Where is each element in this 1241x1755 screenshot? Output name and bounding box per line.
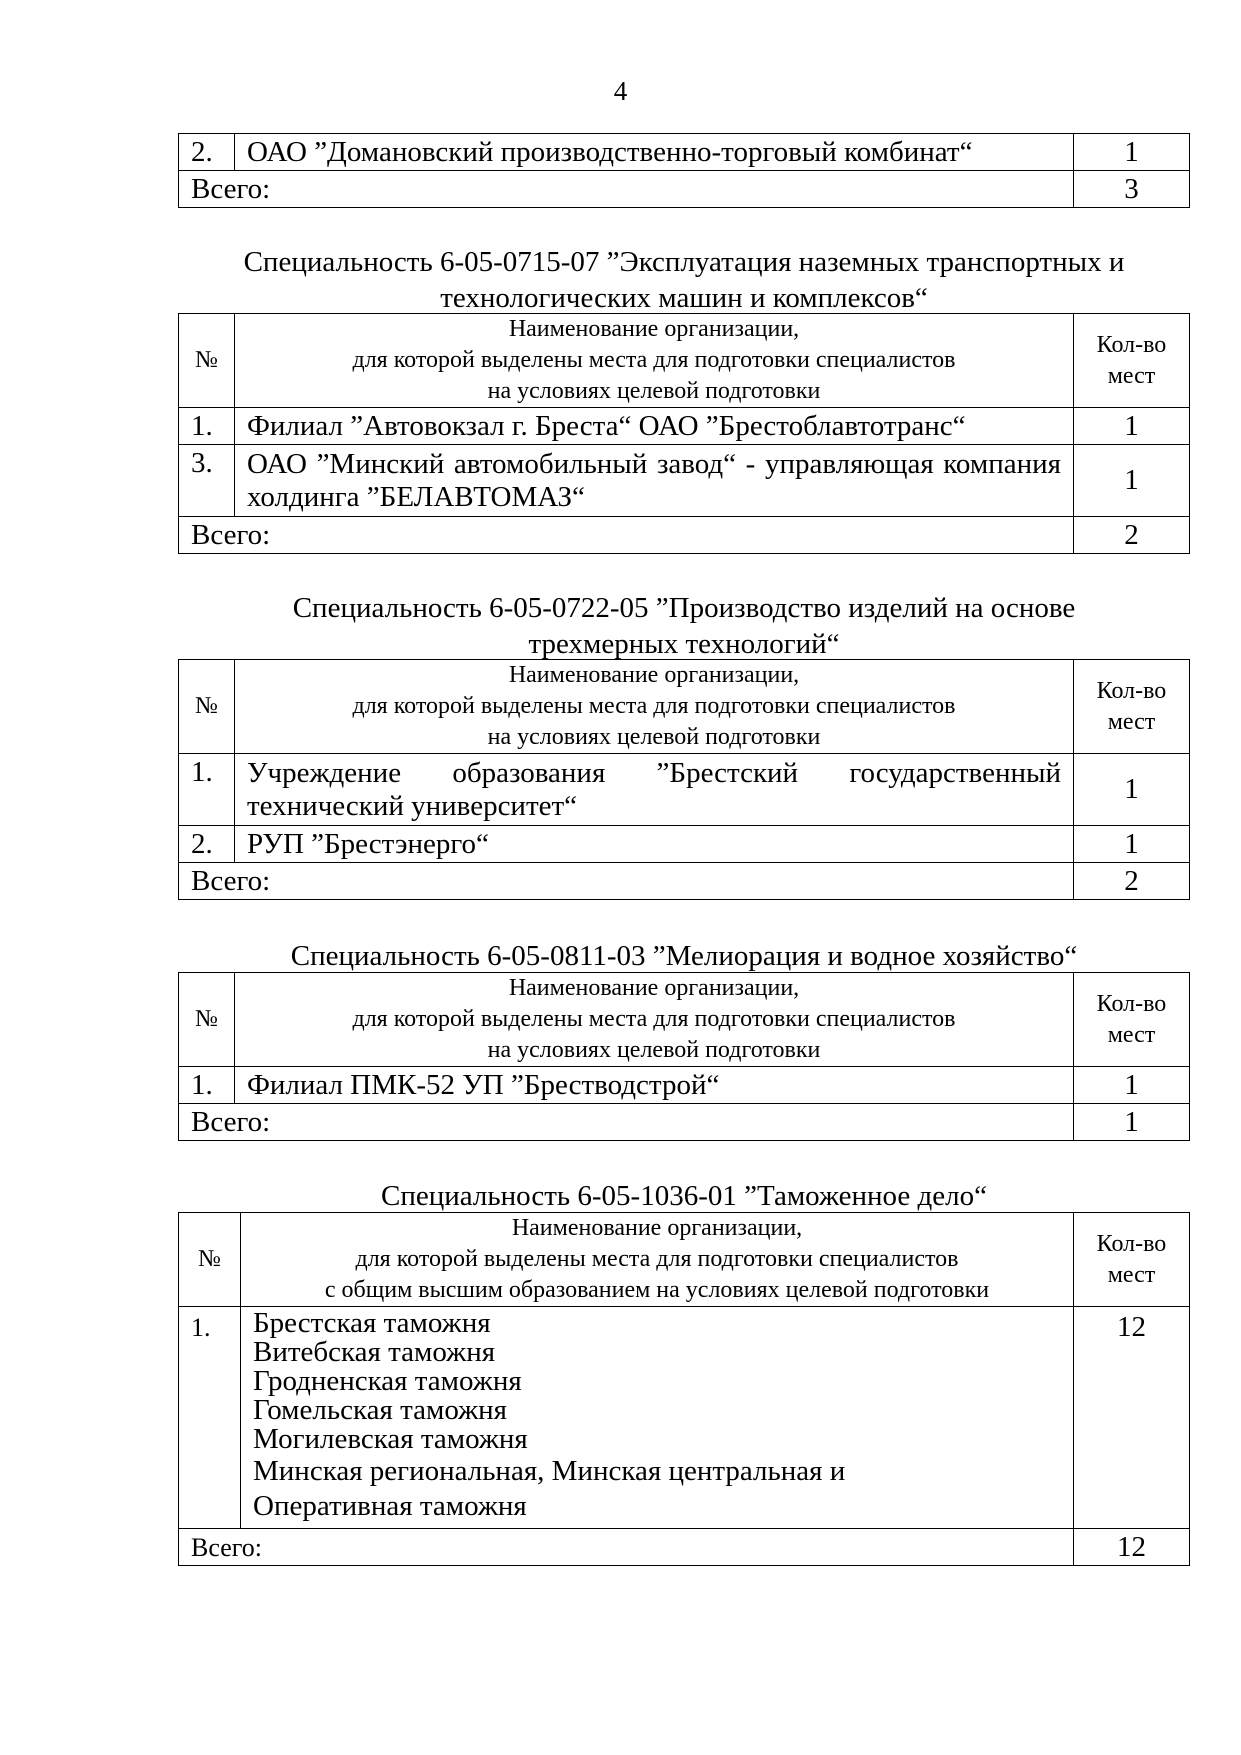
caption-line: Специальность 6-05-0811-03 ”Мелиорация и водное хозяйство“ [290,940,1078,972]
section-caption [178,1178,1190,1214]
header-line: мест [1107,362,1156,389]
table-header [179,973,1190,1067]
header-count [1074,314,1190,408]
list-item: Гродненская таможня [253,1365,522,1397]
list-item: Витебская таможня [253,1336,496,1368]
table-row [179,754,1190,826]
header-line: для которой выделены места для подготовки специалистов [355,1246,959,1272]
header-line: Кол-во [1096,331,1167,358]
header-organization [235,314,1074,408]
total-label: Всего: [179,1529,1074,1566]
table-header [179,1213,1190,1307]
header-number: № [179,314,235,408]
organization-name: Филиал ”Автовокзал г. Бреста“ ОАО ”Брестоблавтотранс“ [235,408,1074,445]
caption-line: Специальность 6-05-0722-05 ”Производство изделий на основе [292,592,1076,624]
total-row [179,1104,1190,1141]
header-organization [235,973,1074,1067]
total-count: 1 [1074,1104,1190,1141]
table-row [179,134,1190,171]
header-line: для которой выделены места для подготовки специалистов [352,347,956,373]
header-number: № [179,660,235,754]
header-line: Кол-во [1096,990,1167,1017]
organization-name: Учреждение образования ”Брестский государственный технический университет“ [235,754,1074,826]
table-header [179,660,1190,754]
header-organization [235,660,1074,754]
page-number: 4 [613,76,628,106]
total-count: 2 [1074,517,1190,554]
total-row [179,863,1190,900]
header-line: Наименование организации, [508,316,800,342]
header-line: на условиях целевой подготовки [487,1037,821,1063]
row-number: 1. [179,1067,235,1104]
places-count: 12 [1074,1307,1190,1529]
header-line: Наименование организации, [508,975,800,1001]
header-line: с общим высшим образованием на условиях целевой подготовки [324,1277,990,1303]
table-row [179,826,1190,863]
header-line: на условиях целевой подготовки [487,378,821,404]
total-row [179,517,1190,554]
table-row [179,445,1190,517]
header-line: на условиях целевой подготовки [487,724,821,750]
section-table [178,1212,1190,1566]
section-caption [178,590,1190,662]
places-count: 1 [1074,134,1190,171]
header-number: № [179,1213,241,1307]
customs-list [241,1307,1074,1529]
section-caption [178,244,1190,316]
header-line: Наименование организации, [508,662,800,688]
header-line: Кол-во [1096,1230,1167,1257]
caption-line: Специальность 6-05-0715-07 ”Эксплуатация наземных транспортных и [243,246,1125,278]
table-header [179,314,1190,408]
row-number: 3. [179,445,235,517]
total-count: 12 [1074,1529,1190,1566]
places-count: 1 [1074,754,1190,826]
total-count: 2 [1074,863,1190,900]
list-item: Гомельская таможня [253,1394,507,1426]
total-label: Всего: [179,171,1074,208]
caption-line: трехмерных технологий“ [528,628,840,660]
organization-name: Филиал ПМК-52 УП ”Брестводстрой“ [235,1067,1074,1104]
section-table [178,313,1190,554]
row-number: 1. [179,1307,241,1529]
row-number: 1. [179,408,235,445]
continuation-table [178,133,1190,208]
list-item: Минская региональная, Минская центральная и [253,1455,846,1487]
places-count: 1 [1074,445,1190,517]
organization-name: ОАО ”Минский автомобильный завод“ - управляющая компания холдинга ”БЕЛАВТОМАЗ“ [235,445,1074,517]
places-count: 1 [1074,408,1190,445]
places-count: 1 [1074,826,1190,863]
header-line: Кол-во [1096,677,1167,704]
places-count: 1 [1074,1067,1190,1104]
list-item: Могилевская таможня [253,1423,528,1455]
total-label: Всего: [179,517,1074,554]
total-row [179,171,1190,208]
header-line: мест [1107,1021,1156,1048]
table-row [179,1067,1190,1104]
header-number: № [179,973,235,1067]
header-line: для которой выделены места для подготовки специалистов [352,693,956,719]
header-line: для которой выделены места для подготовки специалистов [352,1006,956,1032]
section-caption [178,938,1190,974]
header-count [1074,660,1190,754]
header-organization [241,1213,1074,1307]
caption-line: Специальность 6-05-1036-01 ”Таможенное дело“ [381,1180,987,1212]
total-row [179,1529,1190,1566]
header-count [1074,973,1190,1067]
section-table [178,972,1190,1141]
header-line: мест [1107,1261,1156,1288]
caption-line: технологических машин и комплексов“ [440,282,928,314]
row-number: 2. [179,826,235,863]
list-item: Брестская таможня [253,1307,491,1339]
total-count: 3 [1074,171,1190,208]
section-table [178,659,1190,900]
header-count [1074,1213,1190,1307]
row-number: 1. [179,754,235,826]
organization-name: РУП ”Брестэнерго“ [235,826,1074,863]
list-item: Оперативная таможня [253,1490,527,1522]
total-label: Всего: [179,1104,1074,1141]
organization-name: ОАО ”Домановский производственно-торговый комбинат“ [235,134,1074,171]
header-line: Наименование организации, [511,1215,803,1241]
total-label: Всего: [179,863,1074,900]
table-row [179,408,1190,445]
row-number: 2. [179,134,235,171]
header-line: мест [1107,708,1156,735]
table-row [179,1307,1190,1529]
